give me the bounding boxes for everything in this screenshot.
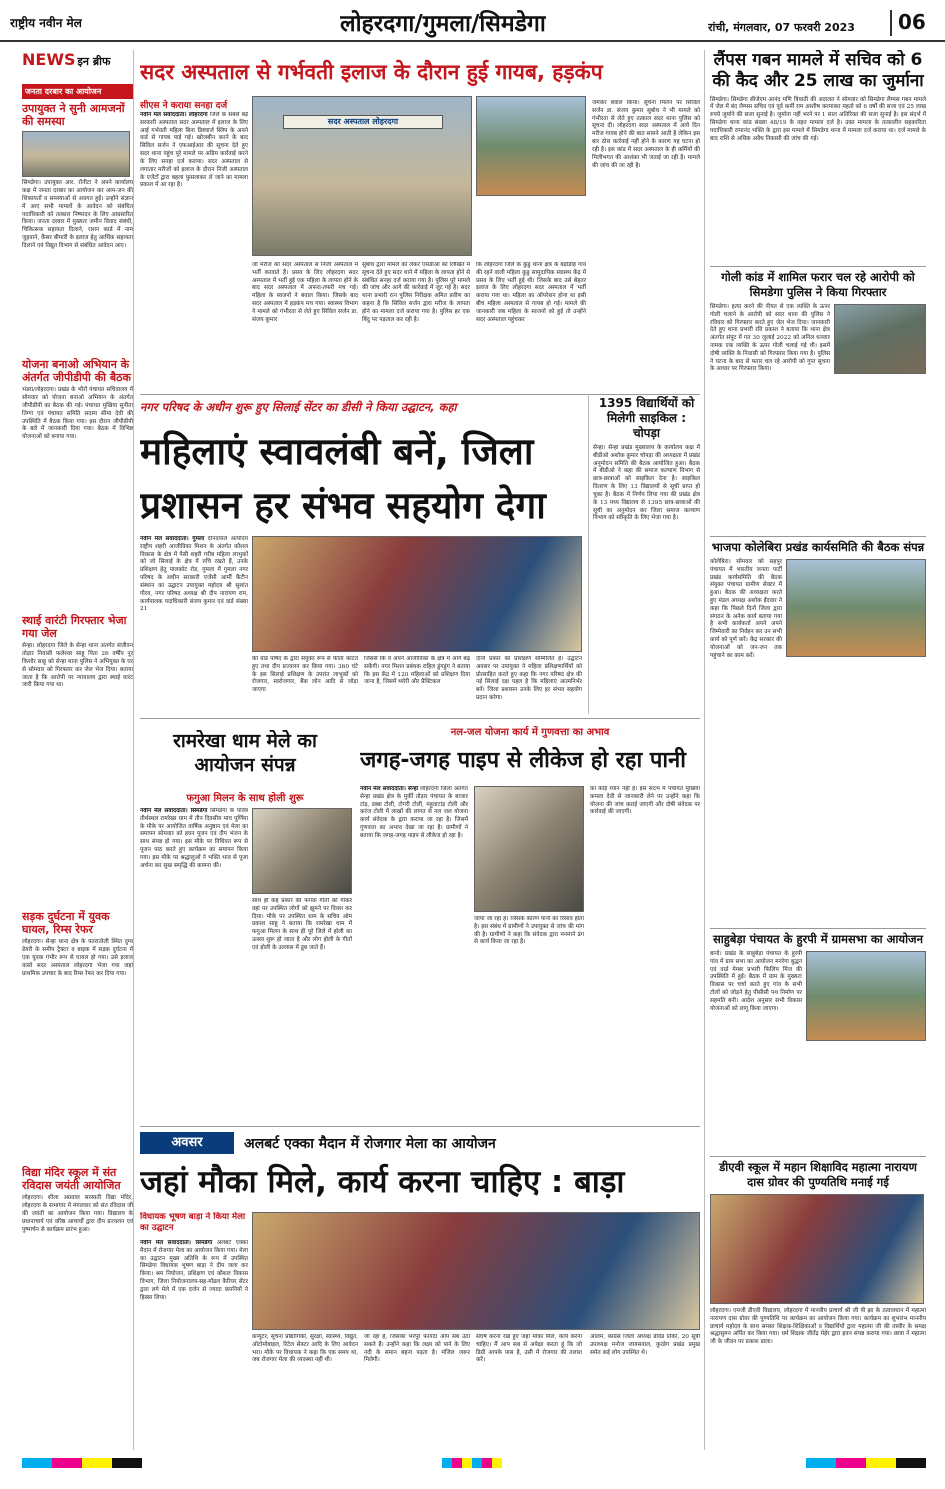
brief-strip: जनता दरबार का आयोजन: [22, 84, 133, 99]
school-photo: [710, 1194, 924, 1304]
arrest-headline: गोली कांड में शामिल फरार चल रहे आरोपी को सिमडेगा पुलिस ने किया गिरफ्तार: [721, 270, 915, 299]
lead-col-1: [140, 112, 248, 392]
brief-title: सड़क दुर्घटना में युवक घायल, रिम्स रेफर: [22, 910, 110, 937]
pipeline-col-2: जाया जा रहा है। जिसके कारण पानी का रिसाव होता है। इस संबंध में ग्रामीणों ने उपायुक्त से जांच की मांग की है। ग्रामीणों ने कहा कि संवेदक द्वारा मनमाने ढंग से कार्य किया जा रहा है।: [474, 916, 584, 946]
scholarship-story: [588, 394, 700, 714]
lead-kicker: सीएस ने कराया सनहा दर्ज: [140, 101, 228, 111]
hospital-building-photo: [476, 96, 586, 196]
sewing-kicker: नगर परिषद के अधीन शुरू हुए सिलाई सेंटर का डीसी ने किया उद्घाटन, कहा: [140, 400, 457, 414]
brief-item-4: [22, 910, 133, 1160]
scholarship-headline: 1395 विद्यार्थियों को मिलेगी साइकिल : चोपड़ा: [598, 396, 695, 440]
section-title: लोहरदगा/गुमला/सिमडेगा: [340, 11, 546, 37]
brief-item-2: [22, 358, 133, 608]
pipeline-headline: जगह-जगह पाइप से लीकेज हो रहा पानी: [360, 748, 686, 773]
ramrekha-col-2: साथ ही कई प्रकार की फगवा गीतों को गाकर वहां पर उपस्थित लोगों को झूमने पर विवश कर दिया। मौके पर उपस्थित धाम के सचिव ओम प्रकाश साहू ने बताया कि रामरेखा धाम में फगुआ मिलन के साथ ही पूरे जिले में होली का उत्सव शुरू हो जाता है और लोग होली के गीतों एवं होली के उल्लास में डूब जाते हैं।: [252, 898, 352, 951]
sewing-headline-1: महिलाएं स्वावलंबी बनें, जिला: [140, 430, 534, 473]
sewing-byline: नवीन मेल संवाददाता। गुमला: [140, 536, 205, 542]
pipeline-byline: नवीन मेल संवाददाता। सेन्हा: [360, 786, 419, 792]
arrest-photo: [834, 304, 926, 374]
job-fair-headline: जहां मौका मिले, कार्य करना चाहिए : बाड़ा: [140, 1164, 625, 1200]
scholarship-body: सेन्हा। सेन्हा प्रखंड मुख्यालय के कार्यालय कक्ष में बीडीओ अशोक कुमार चोपड़ा की अध्यक्षता में प्रखंड अनुमोदन समिति की बैठक आयोजित हुआ। बैठक में बीडीओ ने कहा की समाज कल्याण विभाग से छात्र-छात्राओं को साइकिल देना है। साइकिल वितरण के लिए 13 विद्यालयों से सूची प्राप्त हो चुका है। बैठक में निर्णय लिया गया की प्रखंड क्षेत्र के 13 मध्य विद्यालय से 1395 छात्र-छात्राओं की सूची का अनुमोदन कर जिला समाज कल्याण विभाग को स्वीकृति के लिए भेजा गया है।: [593, 445, 700, 522]
pipeline-text-a: लोहरदगा जिला अंतर्गत सेन्हा प्रखंड क्षेत्र के मुर्की तोड़ार पंचायत के बाजार टांड़, डब्बा टोली, टोगरी टोली, महुवाटांड़ टोली और करंज टोली में लाखों की लागत से नल जल योजना कार्य संवेदक के द्वारा कराया जा रहा है। जिसमें गुणवत्ता का अभाव देखा जा रहा है। ग्रामीणों ने बताया कि जगह-जगह पाइप से लीकेज हो रहा है।: [360, 786, 468, 839]
lead-byline: नवीन मेल संवाददाता। लोहरदगा: [140, 112, 208, 118]
sewing-col-3: जिससे कि वे अपने आजीविका के क्षेत्र में आगे बढ़ सकेंगी। नगर मिशन प्रबंधक राहिल डुंगडुंग ने बताया कि इस केंद्र में 120 महिलाओं को प्रशिक्षण दिया जाना है, जिसमें थ्योरी और प्रैक्टिकल: [364, 656, 470, 686]
school-headline: डीएवी स्कूल में महान शिक्षाविद महात्मा नारायण दास ग्रोवर की पुण्यतिथि मनाई गई: [719, 1160, 917, 1189]
bjp-meeting-photo: [786, 559, 926, 657]
sewing-text-a: दीनदयाल अंत्योदय राष्ट्रीय शहरी आजीविका मिशन के अंतर्गत कौशल विकास के क्षेत्र में पैसी शहरी गरीब महिला लाभुकों को जो सिलाई के क्षेत्र में रुचि रखते हैं, उनके प्रशिक्षण हेतु पालकोट रोड, गुमला में गुमला नगर परिषद के अधीन सरकारी एजेंसी आर्मी कैंटीन संस्थान का उद्घाटन उपायुक्त महोदय श्री सुशांत गौरव, नगर परिषद अध्यक्ष श्री दीप नारायण राम, कार्यपालक पदाधिकारी संजय कुमार एवं वार्ड संख्या 21: [140, 536, 248, 613]
brief-item-3: [22, 614, 133, 904]
brief-item-1: [22, 102, 133, 352]
sewing-col-2: की वार्ड पार्षद के द्वारा संयुक्त रूप से फीता काटते हुए तथा दीप प्रज्वलन कर किया गया। 360 घंटे के इस सिलाई प्रशिक्षण के उपरांत लाभुकों को रोजगार, स्वरोजगार, बैंक लोन आदि से जोड़ा जाएगा: [252, 656, 358, 694]
hospital-photo: [252, 96, 472, 256]
lamps-story: [710, 50, 926, 266]
bjp-story: [710, 536, 926, 928]
job-fair-col-3: जा रहा है, जिसका भरपूर फायदा आप सब उठा सकते हैं। उन्होंने कहा कि लक्ष्य को पाने के लिए नदी के समान बहना पड़ता है। मंजिल जरूर मिलेगी।: [364, 1334, 470, 1364]
sewing-inauguration-photo: [252, 536, 582, 652]
job-fair-photo: [252, 1212, 700, 1330]
page-number: 06: [890, 10, 940, 36]
arrest-story: [710, 266, 926, 536]
masthead: [0, 0, 945, 42]
job-fair-text-a: अलबर्ट एक्का मैदान में रोजगार मेला का आयोजन किया गया। मेला का उद्घाटन मुख्य अतिथि के रूप में उपस्थित सिमडेगा विधायक भूषण बाड़ा ने दीप जला कर किया। श्रम नियोजन, प्रशिक्षण एवं कौशल विकास विभाग, जिला नियोजनालय-सह-मॉडल कैरियर सेंटर द्वारा लगे मेले में एक दर्जन से ज्यादा कंपनियों ने हिस्सा लिया।: [140, 1240, 248, 1301]
brief-body: लोहरदगा। सेन्हा थाना क्षेत्र के पतरातोली स्थित दुग्ध डेयरी के समीप ट्रैक्टर व बाइक में सड़क दुर्घटना में एक युवक गंभीर रूप से घायल हो गया। उसे इलाज वास्ते सदर अस्पताल लोहरदगा भेजा गया जहां प्राथमिक उपचार के बाद रिम्स रेफर कर दिया गया।: [22, 939, 133, 977]
brief-title: विद्या मंदिर स्कूल में संत रविदास जयंती आयोजित: [22, 1166, 121, 1193]
sewing-col-1: [140, 536, 248, 714]
job-fair-col-5: आलम, कांग्रेस जिला अध्यक्ष डेविड तिर्की, 20 सूत्री उपाध्यक्ष मनोज जायसवाल, कुरडेग प्रखंड प्रमुख समेत कई लोग उपस्थित थे।: [590, 1334, 700, 1356]
lamps-headline: लैंपस गबन मामले में सचिव को 6 की कैद और 25 लाख का जुर्माना: [712, 50, 924, 92]
arrest-body: सिमडेगा। हत्या करने की नीयत से एक व्यक्ति के ऊपर गोली चलाने के आरोपी को सदर थाना की पुलिस ने रविवार को गिरफ्तार करते हुए जेल भेज दिया। जानकारी देते हुए थाना प्रभारी रवि प्रकाश ने बताया कि थाना क्षेत्र अंतर्गत संपुट में गत 30 जुलाई 2022 को अनिल धनवार नामक एक व्यक्ति के ऊपर गोली चलाई गई थी। इसमें दोषी व्यक्ति के निवासी को गिरफ्तार किया गया है। पुलिस ने घटना के बाद से फरार चल रहे आरोपी को गुप्त सूचना के आधार पर गिरफ्तार किया।: [710, 303, 830, 373]
job-fair-subhead: विधायक भूषण बाड़ा ने किया मेला का उद्घाटन: [140, 1212, 246, 1233]
gramsabha-story: [710, 928, 926, 1156]
lead-col-3: सुबोध द्वारा मामले को लेकर एसडीओ को लिखित में सूचना देते हुए सदर थाने में महिला के लापता होने से संबंधित सनहा दर्ज कराया गया है। पुलिस पूरे मामले की जांच और आगे की कार्रवाई में जुट गई है। सदर थाना प्रभारी रत्न पुलिस निरीक्षक अमित प्रवीण का कहना है कि सिविल सर्जन द्वारा मरीज के लापता होने का मामला दर्ज कराया गया है। पुलिस हर एक बिंदु पर पड़ताल कर रही है।: [362, 262, 470, 323]
brief-body: सेन्हा। लोहरदगा जिले के सेन्हा थाना अंतर्गत संजीवन तोड़ार निवासी फलेश्वर साहू पिता 26 वर्षीय नूर किशोर साहू को सेन्हा थाना पुलिस ने अभियुक्त के घर से सोमवार को गिरफ्तार कर जेल भेज दिया। बताया जाता है कि आरोपी पर न्यायालय द्वारा स्थाई वारंट जारी किया गया था।: [22, 643, 133, 689]
job-fair-col-4: संघर्ष करना रखें हुए जहां मौका मिले, कार्य करना चाहिए। मैं आप सब से अपेक्षा करता हूं कि जो डिग्री आपके पास है, उसी में रोजगार की तलाश करें।: [476, 1334, 582, 1364]
gramsabha-headline: साहुबेड़ा पंचायत के हुरपी में ग्रामसभा का आयोजन: [713, 932, 923, 946]
brief-title: उपायुक्त ने सुनी आमजनों की समस्या: [22, 102, 125, 129]
right-sidebar: [704, 50, 926, 1450]
ramrekha-fair-photo: [252, 808, 352, 894]
job-fair-tag: अवसर: [140, 1132, 234, 1154]
news-logo-a: NEWS: [22, 50, 76, 69]
sewing-col-4: दोनों प्रकार का प्रशिक्षण सम्मिलित है। उद्घाटन अवसर पर उपायुक्त ने महिला प्रशिक्षणार्थियों को प्रोत्साहित करते हुए कहा कि नगर परिषद क्षेत्र की नई सिलाई दक्ष पहल है कि महिलाएं आत्मनिर्भर बनें। जिला प्रशासन उनके लिए हर संभव सहयोग प्रदान करेगा।: [476, 656, 582, 702]
lead-headline: सदर अस्पताल से गर्भवती इलाज के दौरान हुई गायब, हड़कंप: [140, 60, 603, 84]
brief-body: सिमडेगा। उपायुक्त आर. रॉनीटा ने अपने कार्यालय कक्ष में जनता दरबार का आयोजन कर आम-जन की शिकायतों व समस्याओं से अवगत हुईं। उन्होंने संज्ञान में आए सभी मामलों के आवेदन को संबंधित पदाधिकारी को तत्काल निष्पादन के लिए आग्रसारित किया। जनता दरबार में मुख्यतः जमीन विवाद संबंधी, चिकित्सक सहायता दिलाने, राशन कार्ड में नाम जुड़वाने, कैंसर बीमारी के इलाज हेतु आर्थिक सहायता दिलाने एवं विद्युत विभाग से संबंधित आवेदन आए।: [22, 180, 133, 249]
ramrekha-headline: रामरेखा धाम मेले का आयोजन संपन्न: [173, 730, 317, 776]
paper-logo: राष्ट्रीय नवीन मेल: [10, 16, 82, 30]
ramrekha-text-a: सिमडेगा के पवित्र तीर्थस्थल रामरेखा धाम में तीन दिवसीय माघ पूर्णिमा के मौके पर आयोजित वार्षिक अनुष्ठान एवं मेला का समापन सोमवार को हवन पूजन एवं दीप भंजन के साथ संपन्न हो गया। इस मौके पर विधिवत रूप से पूजन पाठ करते हुए कार्यक्रम का समापन किया गया। इस मौके पर श्रद्धालुओं ने भक्ति भाव से पूजा अर्चना कर सुख समृद्धि की कामना की।: [140, 808, 248, 869]
lead-col-4: कि लोहरदगा जिले के कुडु थाना क्षेत्र के बड़ीडीह गांव की रहने वाली महिला कुडु सामुदायिक स्वास्थ्य केंद्र में प्रसव के लिए भर्ती हुई थी। जिसके बाद उसे बेहतर इलाज के लिए लोहरदगा सदर अस्पताल में भर्ती कराया गया था। महिला का ऑपरेशन होना था इसी बीच महिला अस्पताल से गायब हो गई। मामले की जानकारी जब महिला के स्वजनों को हुई तो उन्होंने सदर अस्पताल पहुंचकर: [476, 262, 586, 323]
sewing-headline-2: प्रशासन हर संभव सहयोग देगा: [140, 484, 546, 527]
brief-body: भंडरा/लोहरदगा। प्रखंड के भौरों पंचायत सचिवालय में सोमवार को योजना बनाओ अभियान के अंतर्गत जीपीडीपी का बैठक की गई। पंचायत मुखिया सुनीता तिग्गा एवं पंचायत समिति सदस्य सीमा देवी की उपस्थिति में बैठक किया गया। इस दौरान जीपीडीपी के बारे में जानकारी दिया गया। बैठक में विभिन्न योजनाओं को बनाया गया।: [22, 387, 133, 441]
news-brief-column: [22, 50, 134, 1450]
brief-item-5: [22, 1166, 133, 1396]
brief-photo: [22, 131, 130, 177]
footer-strip: [22, 1458, 926, 1468]
pipeline-leak-photo: [474, 786, 584, 912]
pipeline-kicker: नल-जल योजना कार्य में गुणवत्ता का अभाव: [450, 727, 610, 738]
job-fair-col-1: [140, 1240, 248, 1440]
pipeline-col-3: का कोई ध्यान नहीं है। इस संदर्भ में पंचायत मुखिया कमला देवी से जानकारी लेने पर उन्होंने कहा कि योजना की जांच कराई जाएगी और दोषी संवेदक पर कार्रवाई की जाएगी।: [590, 786, 700, 816]
gramsabha-body: बानो। प्रखंड के साहुबेड़ा पंचायत के हुरपी गांव में ग्राम सभा का आयोजन मनरेगा बुद्धन एवं वार्ड मेम्बर प्रभारी फिलिप मिंज की उपस्थिति में हुई। बैठक में ग्राम के मुख्यतः विकास पर चर्चा करते हुए गांव के सभी टोलों को जोड़ने हेतु पीसीसी पथ निर्माण पर सहमति बनी। आदेश अनुसार सभी विकास योजनाओं को लागू किया जाएगा।: [710, 950, 802, 1012]
job-fair-kicker: अलबर्ट एक्का मैदान में रोजगार मेला का आयोजन: [244, 1136, 496, 1152]
ramrekha-byline: नवीन मेल संवाददाता। सिमडेगा: [140, 808, 208, 814]
job-fair-byline: नवीन मेल संवाददाता। सिमडेगा: [140, 1240, 213, 1246]
lamps-body: सिमडेगा। सिमडेगा सीजेएम आनंद मणि त्रिपाठी की अदालत ने सोमवार को सिमडेगा लैम्पस गबन मामले में जेल में बंद लैम्पस सचिव एवं पूर्व कर्मी राम आशीष करमाकर महतो को 6 वर्षों की सजा एवं 25 लाख रुपये जुर्माने की सजा सुनाई है। जुर्माना नहीं भरने पर 1 साल अतिरिक्त की सजा सुनाई है। इस संदर्भ में सिमडेगा थाना कांड संख्या 48/19 के तहत मामला दर्ज है। उक्त मामला के तत्कालीन सहकारिता पदाधिकारी रामानंद भक्ति के द्वारा इस मामले में सिमडेगा थाना में मामला दर्ज कराया था। दर्ज मामले के बाद राशि से अधिक अवैध निकासी की जांच की गई।: [710, 96, 926, 142]
lead-text-a: जिले के सबसे बड़े सरकारी अस्पताल सदर अस्पताल में इलाज के लिए आई गर्भवती महिला बिना डिस्चार्ज स्लिप के अपने वार्ड से गायब पाई गई। खोजबीन करने के बाद सिविल सर्जन ने एफआईआर की सूचना देते हुए सदर थाना पहुंच पूरे मामले पर अग्रिम कार्रवाई करने के लिए सनहा दर्ज कराया। सदर अस्पताल से लगातार मरीजों को इलाज के दौरान निजी अस्पताल के एजेंटों द्वारा बहला फुसलाकर ले जाने का मामला प्रकाश में आ रहा है।: [140, 112, 248, 189]
ramrekha-kicker: फगुआ मिलन के साथ होली शुरू: [186, 793, 304, 804]
gramsabha-photo: [806, 951, 926, 1041]
brief-body: लोहरदगा। शीला अग्रवाल सरस्वती विद्या मंदिर, लोहरदगा के सभागार में मंगलवार को संत रविदास जी की जयंती का आयोजन किया गया। विद्यालय के प्रधानाचार्य एवं वरिष्ठ आचार्यों द्वारा दीप प्रज्वलन एवं पुष्पार्चन से कार्यक्रम प्रारंभ हुआ।: [22, 1195, 133, 1233]
brief-title: योजना बनाओ अभियान के अंतर्गत जीपीडीपी की बैठक: [22, 358, 131, 385]
dateline: रांची, मंगलवार, 07 फरवरी 2023: [708, 21, 855, 34]
pipeline-col-1: [360, 786, 468, 1120]
brief-title: स्थाई वारंटी गिरफ्तार भेजा गया जेल: [22, 614, 127, 641]
hospital-sign: सदर अस्पताल लोहरदगा: [327, 117, 399, 126]
school-story: [710, 1156, 926, 1446]
lead-col-5: जमकर बवाल किया। सूचना मिलने पर सिविल सर्जन डा. संजय कुमार सुबोध ने भी मामले को गंभीरता से लेते हुए तत्काल सदर थाना पुलिस को सूचना दी। लोहरदगा सदर अस्पताल में आये दिन मरीज गायब होने की बात सामने आती है लेकिन इस बार ठोस कार्रवाई नहीं होने के कारण यह घटना हो रही है। इस कांड में सदर अस्पताल के ही कर्मियों की मिलीभगत की आशंका भी जताई जा रही है। मामले की जांच की जा रही है।: [592, 100, 700, 169]
news-logo-b: इन ब्रीफ: [77, 55, 111, 68]
job-fair-col-2: कंप्यूटर, सूचना प्रौद्योगिकी, सुरक्षा, स्वास्थ्य, विद्युत, ऑटोमोबाइल, रिटेल सेक्टर आदि के लिए आवेदन भरा। मौके पर विधायक ने कहा कि एक समय था, जब रोजगार मेला की व्यवस्था नहीं थी।: [252, 1334, 358, 1364]
lead-col-2: जो मरीज को सदर अस्पताल से निजी अस्पताल में भर्ती करवाते हैं। प्रसव के लिए लोहरदगा सदर अस्पताल में भर्ती हुई एक महिला के लापता होने के बाद सदर अस्पताल में अफरा-तफरी मच गई। महिला के स्वजनों ने बवाल किया। जिसके बाद सदर अस्पताल में हड़कंप मच गया। स्वास्थ्य विभाग ने मामले को गंभीरता से लेते हुए सिविल सर्जन डा. संजय कुमार: [252, 262, 358, 323]
ramrekha-col-1: [140, 808, 248, 1120]
bjp-body: कोलेबिरा। सोमवार को सहपुर पंचायत में भारतीय जनता पार्टी प्रखंड कार्यसमिति की बैठक संयुक्त पंचायत ग्रामीण सेक्टर में हुआ। बैठक की अध्यक्षता करते हुए मंडल अध्यक्ष अशोक ईंदवार ने कहा कि पिछले दिनों जिला द्वारा संगठन के अनेक कार्य बताया गया है सभी कार्यकर्ता अपने अपने जिम्मेवारी का निर्वहन कर उन सभी कार्य को पूर्ण करें। केंद्र सरकार की योजनाओं को जन-जन तक पहुंचाने का काम करें।: [710, 558, 782, 659]
news-brief-logo: [22, 50, 133, 84]
school-body: लोहरदगा। एमजी डीएवी विद्यालय, लोहरदगा में मानवीय प्राचार्य श्री जी पी झा के तत्वावधान में महात्मा नारायण दास ग्रोवर की पुण्यतिथि पर कार्यक्रम का आयोजन किया गया। कार्यक्रम का शुभारंभ माननीय प्राचार्य महोदय के साथ समस्त शिक्षक-शिक्षिकाओं व विद्यार्थियों द्वारा महात्मा जी की तस्वीर के समक्ष श्रद्धासुमन अर्पित कर किया गया। धर्म शिक्षक जीतेंद्र मेहेर द्वारा हवन संपन्न कराया गया। छात्रा ने महात्मा जी के जीवन पर प्रकाश डाला।: [710, 1307, 926, 1346]
bjp-headline: भाजपा कोलेबिरा प्रखंड कार्यसमिति की बैठक संपन्न: [711, 540, 925, 554]
